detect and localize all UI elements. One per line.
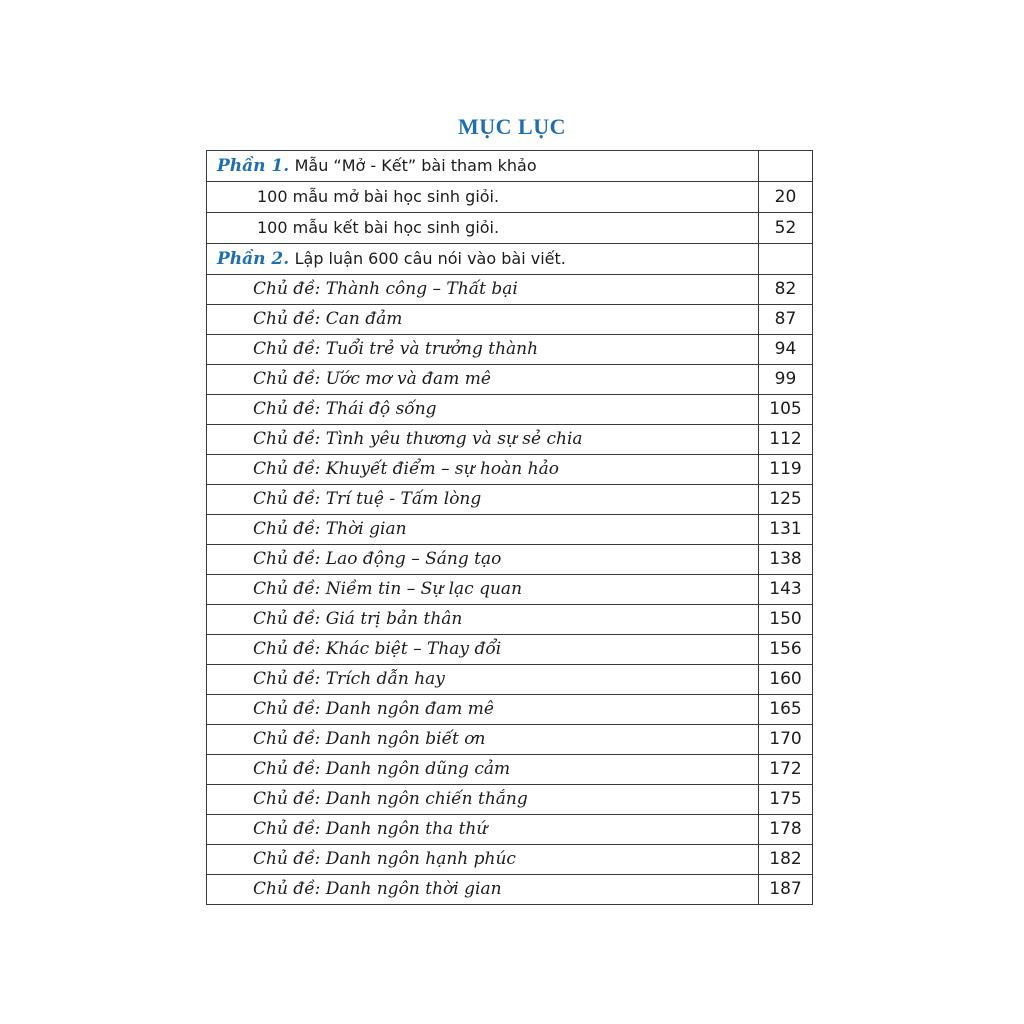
entry-title: Chủ đề: Trí tuệ - Tấm lòng xyxy=(253,489,482,509)
page-number: 94 xyxy=(759,335,813,365)
toc-entry-row xyxy=(207,605,813,635)
entry-title: 100 mẫu kết bài học sinh giỏi. xyxy=(257,218,500,237)
toc-entry-row xyxy=(207,213,813,244)
page-number: 172 xyxy=(759,755,813,785)
toc-entry-row xyxy=(207,635,813,665)
page-number: 125 xyxy=(759,485,813,515)
toc-entry-row xyxy=(207,575,813,605)
toc-entry-title-cell xyxy=(207,275,759,305)
toc-entry-title-cell xyxy=(207,151,759,182)
toc-section-row xyxy=(207,244,813,275)
toc-entry-title xyxy=(207,519,407,539)
toc-entry-row xyxy=(207,305,813,335)
page-number xyxy=(759,151,813,182)
entry-title: Chủ đề: Danh ngôn đam mê xyxy=(253,699,494,719)
toc-entry-title-cell xyxy=(207,305,759,335)
toc-entry-title xyxy=(207,849,516,869)
toc-entry-row xyxy=(207,755,813,785)
toc-entry-title-cell xyxy=(207,485,759,515)
entry-title: Chủ đề: Danh ngôn hạnh phúc xyxy=(253,849,516,869)
toc-entry-title xyxy=(207,279,518,299)
toc-entry-title-cell xyxy=(207,635,759,665)
toc-entry-title xyxy=(207,339,538,359)
page-number: 119 xyxy=(759,455,813,485)
toc-entry-title xyxy=(207,218,499,238)
entry-title: Chủ đề: Danh ngôn tha thứ xyxy=(253,819,488,839)
section-title: Lập luận 600 câu nói vào bài viết. xyxy=(294,249,566,268)
toc-entry-title xyxy=(207,429,583,449)
toc-entry-title-cell xyxy=(207,845,759,875)
section-prefix: Phần 2. xyxy=(217,249,290,269)
toc-entry-title xyxy=(207,399,437,419)
entry-title: Chủ đề: Khuyết điểm – sự hoàn hảo xyxy=(253,459,559,479)
entry-title: Chủ đề: Lao động – Sáng tạo xyxy=(253,549,502,569)
toc-entry-title xyxy=(207,309,402,329)
entry-title: Chủ đề: Tình yêu thương và sự sẻ chia xyxy=(253,429,583,449)
page-number: 170 xyxy=(759,725,813,755)
entry-title: Chủ đề: Danh ngôn biết ơn xyxy=(253,729,486,749)
toc-section-row xyxy=(207,151,813,182)
toc-entry-row xyxy=(207,335,813,365)
toc-entry-row xyxy=(207,695,813,725)
table-of-contents xyxy=(206,150,813,905)
toc-entry-title xyxy=(207,699,494,719)
toc-entry-title-cell xyxy=(207,182,759,213)
entry-title: Chủ đề: Trích dẫn hay xyxy=(253,669,445,689)
entry-title: Chủ đề: Thái độ sống xyxy=(253,399,437,419)
page-number: 52 xyxy=(759,213,813,244)
page-number: 156 xyxy=(759,635,813,665)
toc-entry-title xyxy=(207,369,491,389)
page-number: 187 xyxy=(759,875,813,905)
toc-entry-row xyxy=(207,425,813,455)
toc-entry-row xyxy=(207,455,813,485)
entry-title: Chủ đề: Tuổi trẻ và trưởng thành xyxy=(253,339,539,359)
section-title: Mẫu “Mở - Kết” bài tham khảo xyxy=(294,156,537,175)
toc-entry-title-cell xyxy=(207,545,759,575)
toc-entry-title xyxy=(207,819,487,839)
page-number: 178 xyxy=(759,815,813,845)
section-prefix: Phần 1. xyxy=(217,156,290,176)
page-number: 138 xyxy=(759,545,813,575)
entry-title: Chủ đề: Danh ngôn thời gian xyxy=(253,879,502,899)
toc-entry-title-cell xyxy=(207,695,759,725)
page-number: 182 xyxy=(759,845,813,875)
toc-entry-title-cell xyxy=(207,455,759,485)
entry-title: Chủ đề: Ước mơ và đam mê xyxy=(253,369,491,389)
toc-entry-title-cell xyxy=(207,244,759,275)
entry-title: Chủ đề: Thời gian xyxy=(253,519,407,539)
page-number: 143 xyxy=(759,575,813,605)
toc-entry-row xyxy=(207,395,813,425)
page-number: 105 xyxy=(759,395,813,425)
entry-title: 100 mẫu mở bài học sinh giỏi. xyxy=(257,187,500,206)
toc-entry-title-cell xyxy=(207,605,759,635)
toc-entry-title xyxy=(207,187,499,207)
toc-entry-row xyxy=(207,845,813,875)
toc-entry-row xyxy=(207,485,813,515)
entry-title: Chủ đề: Khác biệt – Thay đổi xyxy=(253,639,502,659)
page-number: 160 xyxy=(759,665,813,695)
toc-entry-title-cell xyxy=(207,213,759,244)
toc-entry-row xyxy=(207,182,813,213)
toc-entry-title-cell xyxy=(207,755,759,785)
toc-entry-title-cell xyxy=(207,665,759,695)
toc-entry-title-cell xyxy=(207,725,759,755)
toc-entry-title xyxy=(207,879,502,899)
page-number: 112 xyxy=(759,425,813,455)
toc-body xyxy=(207,151,813,905)
toc-entry-title xyxy=(207,729,485,749)
page-number: 20 xyxy=(759,182,813,213)
toc-entry-title-cell xyxy=(207,875,759,905)
entry-title: Chủ đề: Danh ngôn dũng cảm xyxy=(253,759,511,779)
page-number: 131 xyxy=(759,515,813,545)
page-number: 150 xyxy=(759,605,813,635)
toc-entry-title xyxy=(207,156,537,176)
page-number: 87 xyxy=(759,305,813,335)
toc-entry-title-cell xyxy=(207,335,759,365)
toc-entry-title-cell xyxy=(207,815,759,845)
page-number: 175 xyxy=(759,785,813,815)
entry-title: Chủ đề: Giá trị bản thân xyxy=(253,609,463,629)
toc-entry-row xyxy=(207,815,813,845)
toc-entry-row xyxy=(207,665,813,695)
toc-entry-row xyxy=(207,725,813,755)
entry-title: Chủ đề: Niềm tin – Sự lạc quan xyxy=(253,579,523,599)
toc-entry-row xyxy=(207,785,813,815)
page-number: 82 xyxy=(759,275,813,305)
toc-entry-title xyxy=(207,639,501,659)
toc-entry-row xyxy=(207,515,813,545)
toc-entry-row xyxy=(207,275,813,305)
toc-entry-title-cell xyxy=(207,425,759,455)
page-title: MỤC LỤC xyxy=(458,114,566,139)
toc-entry-title xyxy=(207,249,566,269)
toc-entry-row xyxy=(207,545,813,575)
toc-entry-title xyxy=(207,579,522,599)
toc-entry-title-cell xyxy=(207,365,759,395)
page-number xyxy=(759,244,813,275)
toc-entry-title-cell xyxy=(207,575,759,605)
toc-entry-title xyxy=(207,759,510,779)
entry-title: Chủ đề: Thành công – Thất bại xyxy=(253,279,518,299)
toc-entry-title-cell xyxy=(207,785,759,815)
toc-entry-title xyxy=(207,489,481,509)
entry-title: Chủ đề: Danh ngôn chiến thắng xyxy=(253,789,528,809)
toc-entry-row xyxy=(207,875,813,905)
page-number: 165 xyxy=(759,695,813,725)
toc-entry-title xyxy=(207,669,445,689)
page-number: 99 xyxy=(759,365,813,395)
toc-entry-title-cell xyxy=(207,515,759,545)
toc-entry-row xyxy=(207,365,813,395)
toc-entry-title xyxy=(207,459,559,479)
toc-entry-title xyxy=(207,549,501,569)
entry-title: Chủ đề: Can đảm xyxy=(253,309,403,329)
toc-entry-title xyxy=(207,609,462,629)
toc-entry-title-cell xyxy=(207,395,759,425)
toc-entry-title xyxy=(207,789,528,809)
